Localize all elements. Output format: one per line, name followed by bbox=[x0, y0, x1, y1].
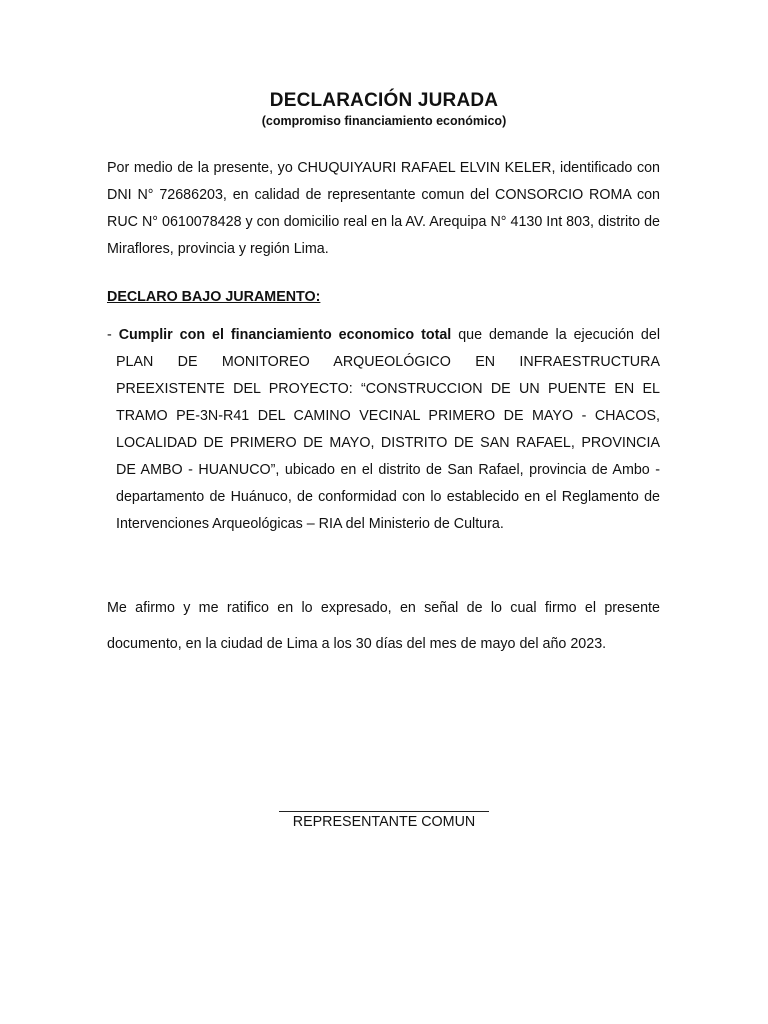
document-title: DECLARACIÓN JURADA bbox=[269, 90, 499, 111]
declaration-bullet bbox=[107, 322, 660, 538]
document-subtitle: (compromiso financiamiento económico) bbox=[261, 114, 507, 128]
bullet-marker: - bbox=[107, 327, 119, 343]
signature-line bbox=[279, 811, 489, 812]
closing-paragraph: Me afirmo y me ratifico en lo expresado, en señal de lo cual firmo el presente documento, en la ciudad de Lima a los 30 días del mes de mayo del año 2023. bbox=[107, 600, 660, 652]
intro-paragraph: Por medio de la presente, yo CHUQUIYAURI RAFAEL ELVIN KELER, identificado con DNI N° 72686203, en calidad de representante comun del CONSORCIO ROMA con RUC N° 0610078428 y con domicilio real en la AV. Arequipa N° 4130 Int 803, distrito de Miraflores, provincia y región Lima. bbox=[107, 160, 660, 257]
bullet-bold-text: Cumplir con el financiamiento economico total bbox=[118, 327, 452, 343]
bullet-text: que demande la ejecución del PLAN DE MONITOREO ARQUEOLÓGICO EN INFRAESTRUCTURA PREEXISTENTE DEL PROYECTO: “CONSTRUCCION DE UN PUENTE EN EL TRAMO PE-3N-R41 DEL CAMINO VECINAL PRIMERO DE MAYO - CHACOS, LOCALIDAD DE PRIMERO DE MAYO, DISTRITO DE SAN RAFAEL, PROVINCIA DE AMBO - HUANUCO”, ubicado en el distrito de San Rafael, provincia de Ambo - departamento de Huánuco, de conformidad con lo establecido en el Reglamento de Intervenciones Arqueológicas – RIA del Ministerio de Cultura. bbox=[116, 327, 661, 532]
declaration-heading: DECLARO BAJO JURAMENTO: bbox=[107, 289, 321, 305]
signature-label: REPRESENTANTE COMUN bbox=[292, 814, 476, 830]
